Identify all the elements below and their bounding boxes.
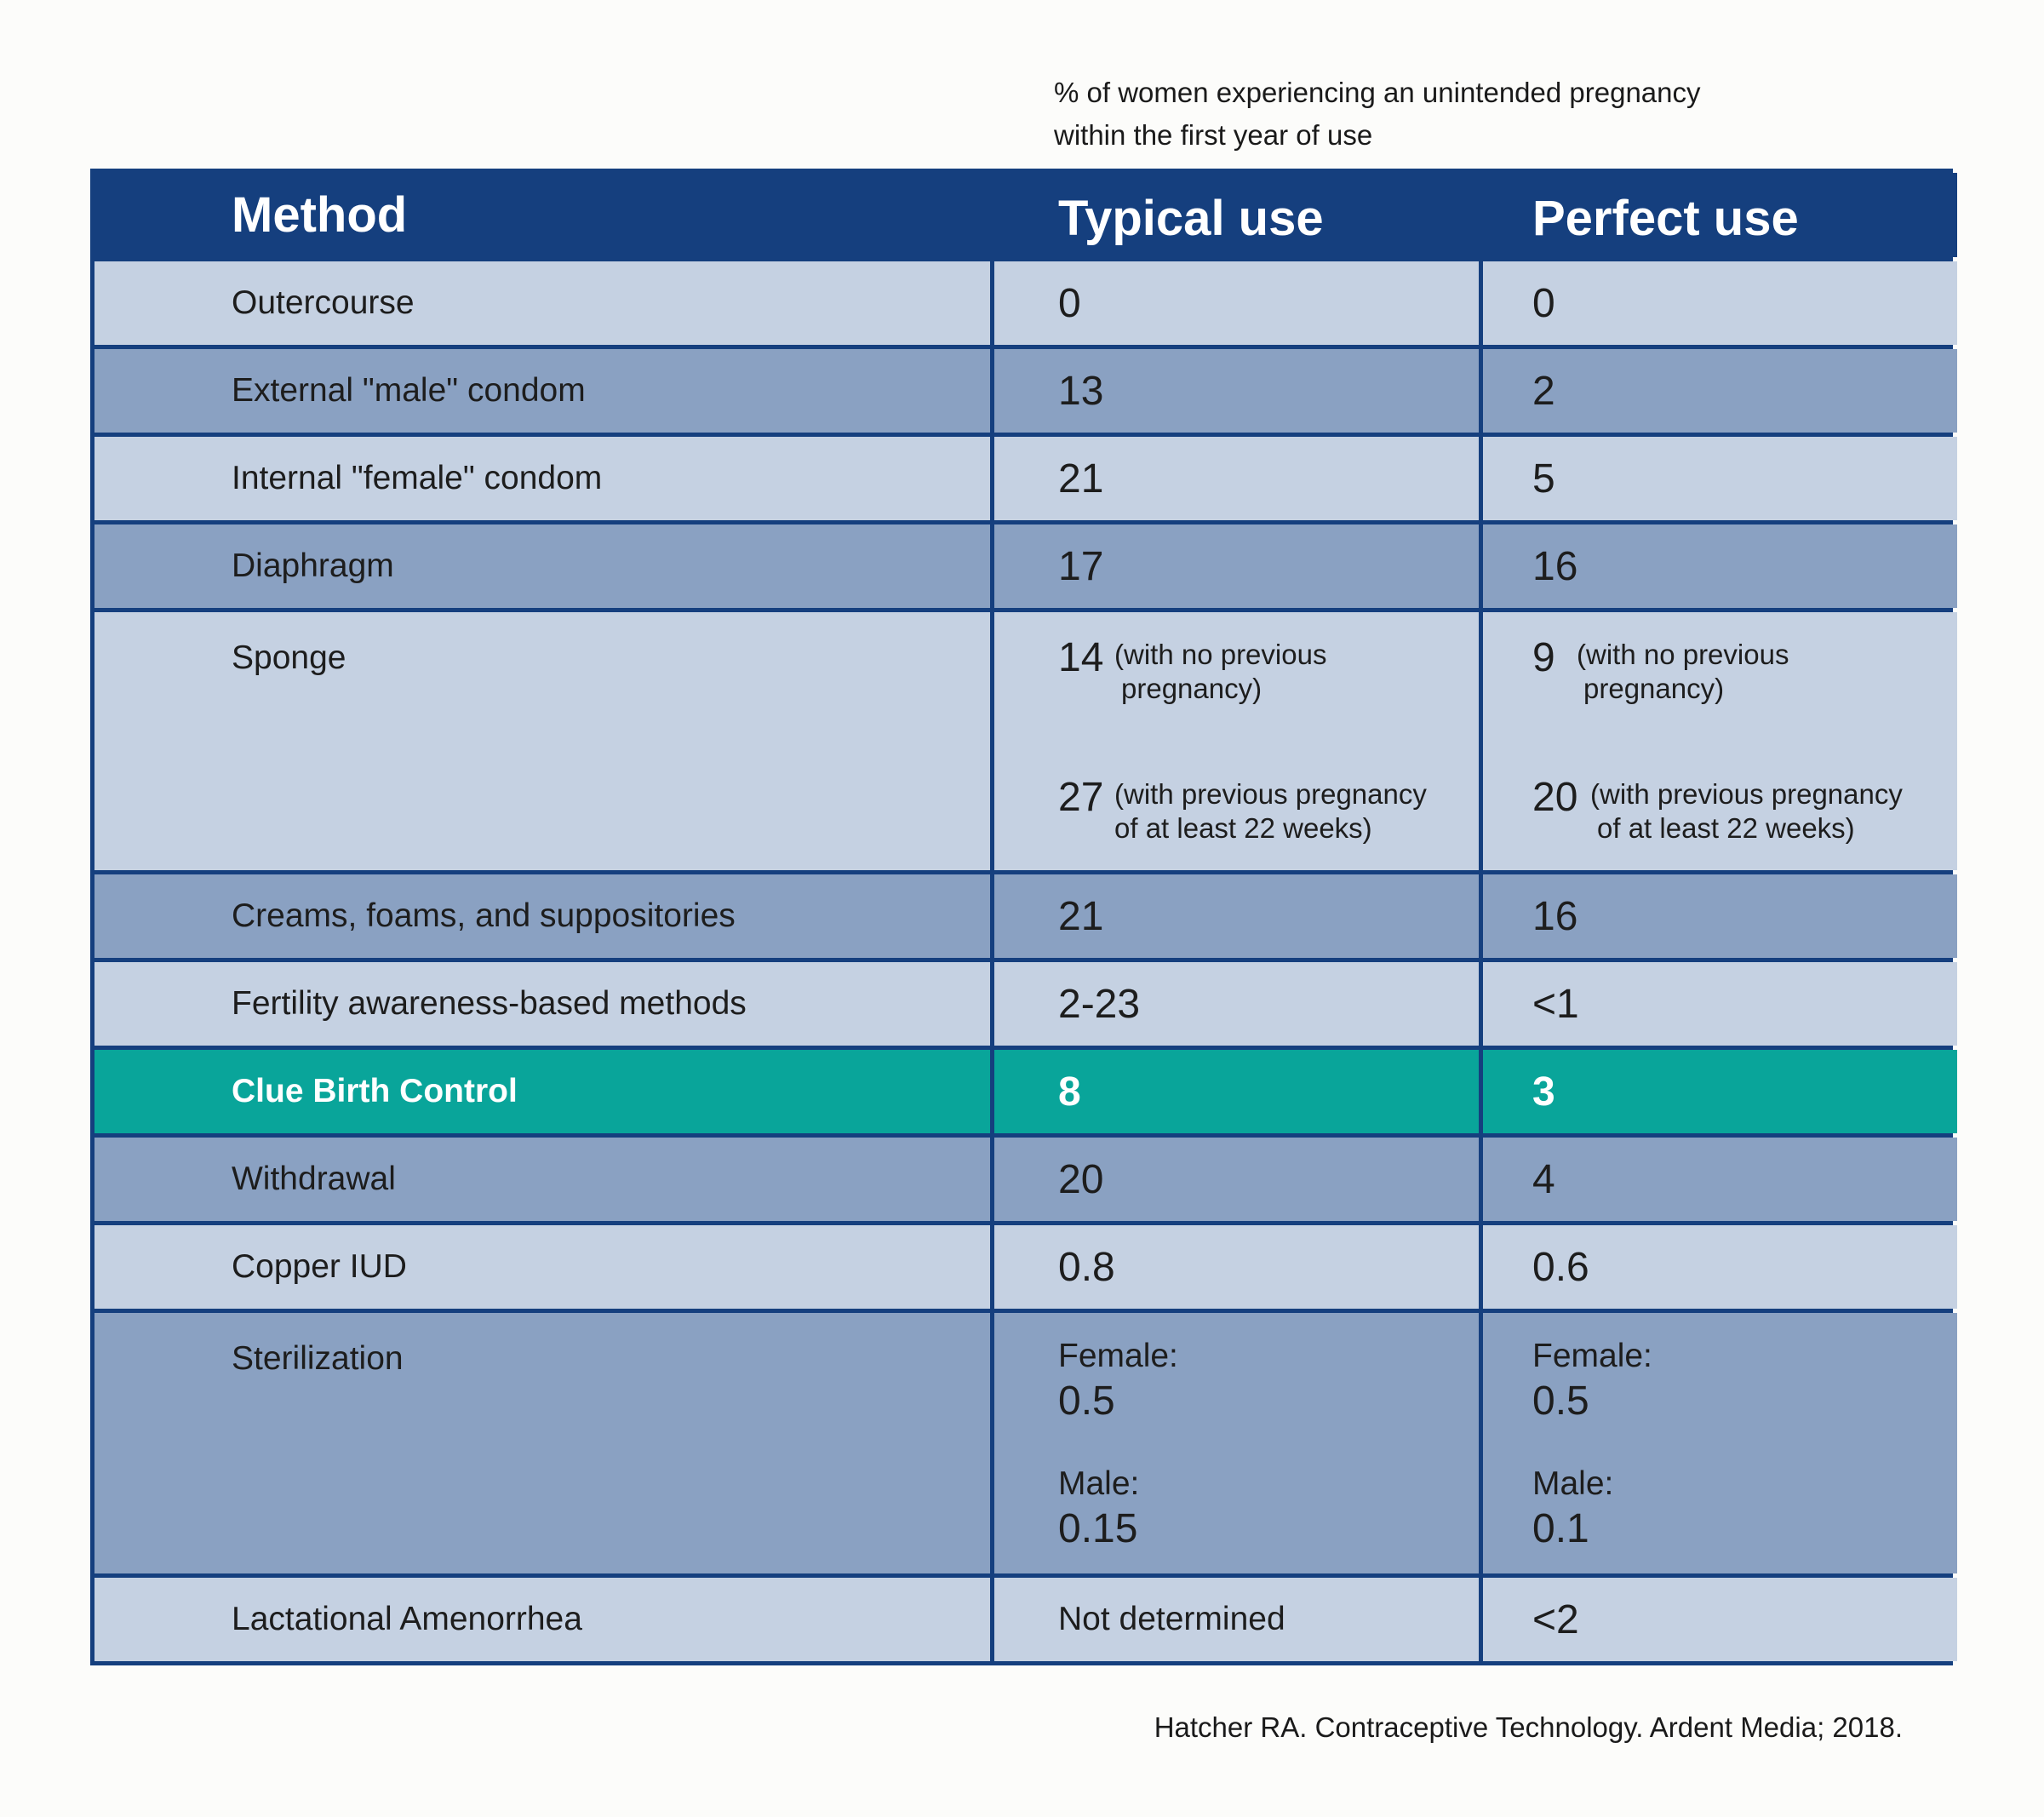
sterilization-typical-values bbox=[1058, 1313, 1178, 1555]
row-perfect bbox=[1483, 1313, 1957, 1573]
sterilization-male-label: Male: bbox=[1058, 1465, 1140, 1502]
row-method: Copper IUD bbox=[94, 1225, 990, 1309]
sterilization-female-label: Female: bbox=[1532, 1338, 1652, 1374]
row-typical: 0 bbox=[994, 261, 1479, 345]
row-typical: 2-23 bbox=[994, 962, 1479, 1046]
row-perfect: <1 bbox=[1483, 962, 1957, 1046]
row-typical: 21 bbox=[994, 437, 1479, 520]
row-method: Outercourse bbox=[94, 261, 990, 345]
table-subtitle bbox=[1054, 72, 1888, 157]
sterilization-male-value: 0.15 bbox=[1058, 1506, 1138, 1551]
sponge-entry bbox=[1058, 634, 1427, 706]
sterilization-perfect-values bbox=[1532, 1313, 1652, 1555]
sponge-note bbox=[1575, 634, 1789, 706]
spacer bbox=[1058, 1427, 1178, 1464]
row-typical: 0.8 bbox=[994, 1225, 1479, 1309]
source-citation: Hatcher RA. Contraceptive Technology. Ardent Media; 2018. bbox=[1154, 1711, 1903, 1743]
sterilization-female-label: Female: bbox=[1058, 1338, 1178, 1374]
sponge-note-line: of at least 22 weeks) bbox=[1114, 812, 1372, 844]
row-method: Sterilization bbox=[94, 1313, 990, 1573]
row-method: Lactational Amenorrhea bbox=[94, 1578, 990, 1661]
sponge-note-line: pregnancy) bbox=[1121, 673, 1262, 704]
row-typical: Not determined bbox=[994, 1578, 1479, 1661]
row-perfect: 4 bbox=[1483, 1138, 1957, 1221]
row-method-highlight: Clue Birth Control bbox=[94, 1050, 990, 1133]
row-typical: 17 bbox=[994, 524, 1479, 608]
sponge-note bbox=[1113, 634, 1326, 706]
header-perfect-use: Perfect use bbox=[1483, 173, 1957, 257]
sponge-note-line: of at least 22 weeks) bbox=[1597, 812, 1855, 844]
sponge-value: 20 bbox=[1532, 775, 1578, 820]
row-method: External "male" condom bbox=[94, 349, 990, 433]
row-typical bbox=[994, 612, 1479, 870]
row-perfect: 5 bbox=[1483, 437, 1957, 520]
sponge-note-line: (with previous pregnancy bbox=[1114, 778, 1427, 810]
sterilization-male-label: Male: bbox=[1532, 1465, 1614, 1502]
row-perfect: <2 bbox=[1483, 1578, 1957, 1661]
sponge-note bbox=[1113, 774, 1427, 845]
row-typical bbox=[994, 1313, 1479, 1573]
header-typical-use: Typical use bbox=[994, 173, 1479, 257]
sponge-entry bbox=[1532, 634, 1903, 706]
sponge-entry bbox=[1058, 774, 1427, 845]
row-method: Fertility awareness-based methods bbox=[94, 962, 990, 1046]
sponge-value: 14 bbox=[1058, 635, 1104, 680]
sponge-note-line: (with no previous bbox=[1577, 639, 1789, 670]
row-method: Diaphragm bbox=[94, 524, 990, 608]
spacer bbox=[1532, 1427, 1652, 1464]
row-method: Sponge bbox=[94, 612, 990, 870]
row-perfect bbox=[1483, 612, 1957, 870]
row-perfect: 16 bbox=[1483, 524, 1957, 608]
sponge-note-line: (with no previous bbox=[1114, 639, 1327, 670]
sterilization-male-value: 0.1 bbox=[1532, 1506, 1589, 1551]
row-method: Creams, foams, and suppositories bbox=[94, 874, 990, 958]
sponge-note-line: (with previous pregnancy bbox=[1590, 778, 1903, 810]
sterilization-female-value: 0.5 bbox=[1532, 1379, 1589, 1424]
subtitle-line-2: within the first year of use bbox=[1054, 119, 1373, 151]
sponge-typical-values bbox=[1058, 612, 1427, 845]
sponge-note bbox=[1589, 774, 1903, 845]
header-method: Method bbox=[94, 173, 990, 257]
subtitle-line-1: % of women experiencing an unintended pregnancy bbox=[1054, 77, 1701, 108]
row-perfect: 16 bbox=[1483, 874, 1957, 958]
row-typical: 13 bbox=[994, 349, 1479, 433]
row-perfect: 2 bbox=[1483, 349, 1957, 433]
row-typical: 21 bbox=[994, 874, 1479, 958]
sponge-value: 27 bbox=[1058, 775, 1104, 820]
sponge-note-line: pregnancy) bbox=[1583, 673, 1725, 704]
row-perfect: 0 bbox=[1483, 261, 1957, 345]
row-perfect: 0.6 bbox=[1483, 1225, 1957, 1309]
row-method: Internal "female" condom bbox=[94, 437, 990, 520]
row-typical-highlight: 8 bbox=[994, 1050, 1479, 1133]
sterilization-female-value: 0.5 bbox=[1058, 1379, 1115, 1424]
row-typical: 20 bbox=[994, 1138, 1479, 1221]
sponge-entry bbox=[1532, 774, 1903, 845]
row-perfect-highlight: 3 bbox=[1483, 1050, 1957, 1133]
sponge-value: 9 bbox=[1532, 635, 1555, 680]
effectiveness-table bbox=[90, 169, 1953, 1665]
row-method: Withdrawal bbox=[94, 1138, 990, 1221]
sponge-perfect-values bbox=[1532, 612, 1903, 845]
